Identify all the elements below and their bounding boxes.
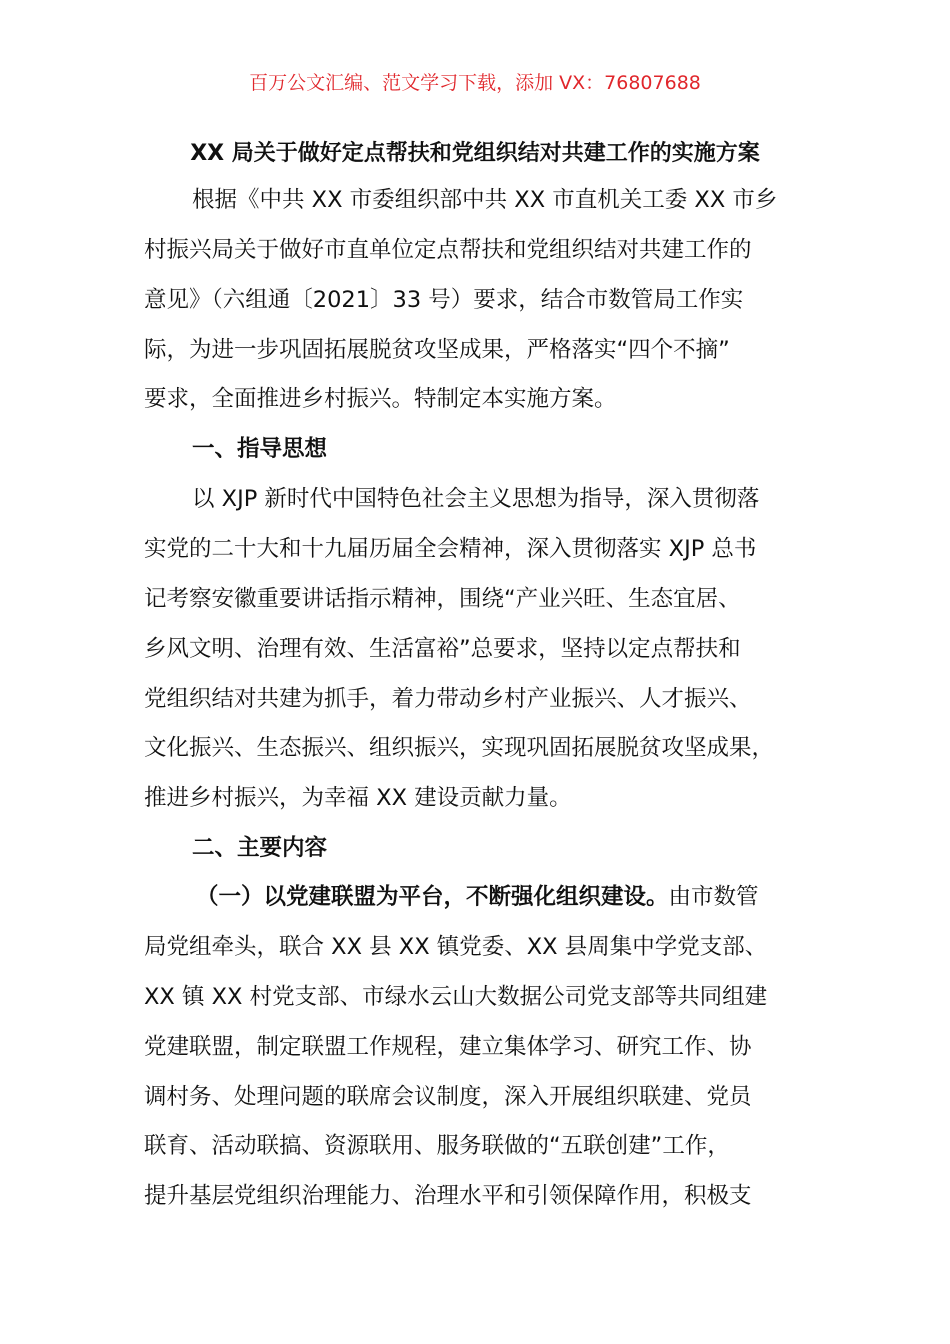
document-title: XX 局关于做好定点帮扶和党组织结对共建工作的实施方案 [190, 141, 760, 166]
paragraph-line: 际，为进一步巩固拓展脱贫攻坚成果，严格落实“四个不摘” [144, 337, 730, 363]
paragraph-line: 文化振兴、生态振兴、组织振兴，实现巩固拓展脱贫攻坚成果， [144, 735, 775, 761]
paragraph-line: 乡风文明、治理有效、生活富裕”总要求，坚持以定点帮扶和 [144, 636, 741, 662]
watermark-header: 百万公文汇编、范文学习下载，添加 VX：76807688 [249, 72, 701, 94]
paragraph-line: 调村务、处理问题的联席会议制度，深入开展组织联建、党员 [144, 1084, 752, 1110]
paragraph-line: XX 镇 XX 村党支部、市绿水云山大数据公司党支部等共同组建 [144, 984, 768, 1010]
subsection-heading: （一）以党建联盟为平台，不断强化组织建设。 [196, 884, 669, 910]
paragraph-line: 联育、活动联搞、资源联用、服务联做的“五联创建”工作， [144, 1133, 730, 1159]
paragraph-line [196, 882, 759, 912]
paragraph-line: 村振兴局关于做好市直单位定点帮扶和党组织结对共建工作的 [144, 237, 752, 263]
paragraph-text: 由市数管 [668, 884, 759, 910]
section-heading: 一、指导思想 [192, 436, 328, 462]
paragraph-line: 以 XJP 新时代中国特色社会主义思想为指导，深入贯彻落 [192, 486, 760, 512]
paragraph-line: 意见》（六组通〔2021〕33 号）要求，结合市数管局工作实 [144, 287, 744, 313]
paragraph-line: 局党组牵头，联合 XX 县 XX 镇党委、XX 县周集中学党支部、 [144, 934, 768, 960]
paragraph-line: 记考察安徽重要讲话指示精神，围绕“产业兴旺、生态宜居、 [144, 586, 741, 612]
section-heading: 二、主要内容 [192, 835, 328, 861]
paragraph-line: 党建联盟，制定联盟工作规程，建立集体学习、研究工作、协 [144, 1034, 752, 1060]
paragraph-line: 根据《中共 XX 市委组织部中共 XX 市直机关工委 XX 市乡 [192, 187, 778, 213]
paragraph-line: 实党的二十大和十九届历届全会精神，深入贯彻落实 XJP 总书 [144, 536, 757, 562]
paragraph-line: 党组织结对共建为抓手，着力带动乡村产业振兴、人才振兴、 [144, 686, 752, 712]
paragraph-line: 要求，全面推进乡村振兴。特制定本实施方案。 [144, 386, 617, 412]
paragraph-line: 推进乡村振兴，为幸福 XX 建设贡献力量。 [144, 785, 572, 811]
paragraph-line: 提升基层党组织治理能力、治理水平和引领保障作用，积极支 [144, 1183, 752, 1209]
